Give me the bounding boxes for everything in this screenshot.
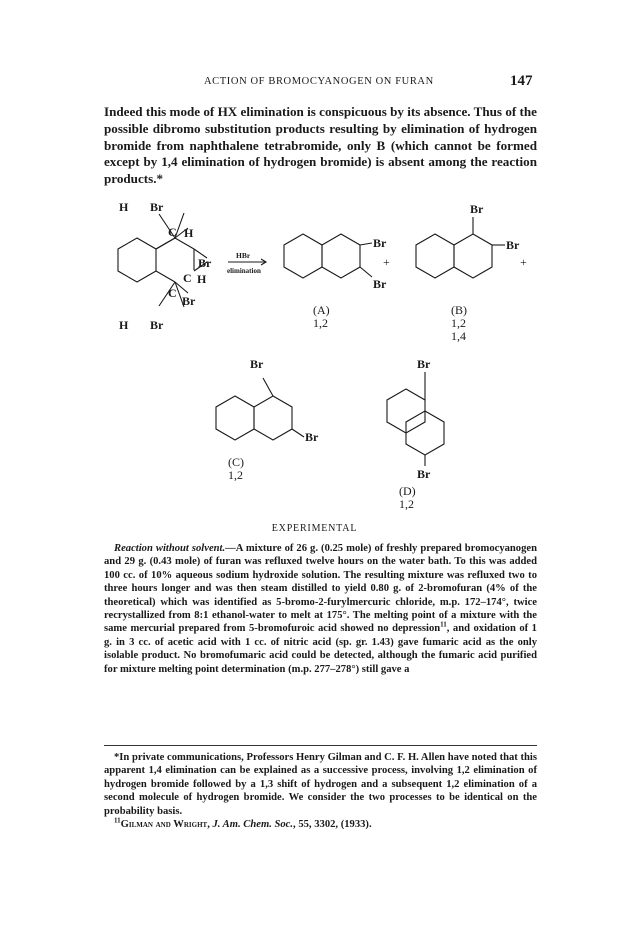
compound-a-br-lower: Br (373, 277, 387, 291)
experimental-text-2: , and oxidation of 1 g. in 3 cc. of acetic acid with 1 cc. of nitric acid (sp. gr. 1.43) gave fumaric acid as the only isolable product. No bromofumaric acid could be detected, although the fumaric acid purified for mixture melting point determination (m.p. 277–278°) still gave a (104, 623, 537, 675)
footnote-reference: $^{11}$Gilman and Wright, J. Am. Chem. Soc., 55, 3302, (1933). (114, 816, 372, 831)
compound-d-letter: (D) (399, 484, 416, 498)
atom-h1: H (184, 226, 194, 240)
compound-d-br-top: Br (417, 357, 431, 371)
atom-br1: Br (198, 256, 212, 270)
atom-h-bottom: H (119, 318, 129, 332)
experimental-text-1: —A mixture of 26 g. (0.25 mole) of freshly prepared bromocyanogen and 29 g. (0.43 mole) of furan was refluxed twelve hours on the water bath. To this was added 100 cc. of 10% aqueous sodium hydroxide solution. The resulting mixture was refluxed two to three hours longer and was then steam distilled to yield 0.80 g. of 2-bromofuran (4% of the theoretical) which was identified as 5-bromo-2-furylmercuric chloride, m.p. 172–174°, twice recrystallized from 8:1 ethanol-water to melt at 175°. The melting point of a mixture with the same mercurial prepared from 5-bromofuroic acid showed no depression (104, 543, 537, 635)
atom-h2: H (197, 272, 207, 286)
plus-sign-1: + (383, 255, 390, 269)
tetrabromide-left-ring (118, 238, 156, 282)
footnote-ref-journal: J. Am. Chem. Soc. (212, 819, 294, 831)
compound-b-left-ring (416, 234, 454, 278)
intro-text: Indeed this mode of HX elimination is conspicuous by its absence. Thus of the possible dibromo substitution products resulting by elimination of hydrogen bromide from naphthalene tetrabromide, only B (which cannot be formed except by 1,4 elimination of hydrogen bromide) is absent among the reaction products.* (104, 104, 537, 187)
experimental-text (104, 542, 537, 676)
footnote-star: *In private communications, Professors Henry Gilman and C. F. H. Allen have noted that this apparent 1,4 elimination can be explained as a successive process, involving 1,2 elimination of hydrogen bromide followed by a 1,3 shift of hydrogen and a subsequent 1,2 elimination of a second molecule of hydrogen bromide. We consider the two processes to be identical on the probability basis. (104, 752, 537, 817)
compound-a-br-upper: Br (373, 236, 387, 250)
page-number: 147 (510, 73, 533, 89)
compound-a-left-ring (284, 234, 322, 278)
run-in-heading: Reaction without solvent. (114, 543, 226, 554)
compound-b-right-ring (454, 234, 492, 278)
compound-c-letter: (C) (228, 455, 244, 469)
compound-a-letter: (A) (313, 303, 330, 317)
compound-b-letter: (B) (451, 303, 467, 317)
compound-b-positions-2: 1,4 (451, 329, 466, 343)
atom-h-top: H (119, 200, 129, 214)
atom-c2: C (183, 271, 192, 285)
experimental-paragraph (104, 542, 537, 676)
plus-sign-2: + (520, 255, 527, 269)
reference-mark: 11 (440, 620, 447, 629)
section-heading: EXPERIMENTAL (271, 523, 358, 534)
footnote-rule (104, 745, 537, 746)
compound-b-positions-1: 1,2 (451, 316, 466, 330)
footnote-ref-details: , 55, 3302, (1933). (293, 819, 372, 831)
compound-c-left-ring (216, 396, 254, 440)
footnote-ref-number: 11 (114, 816, 121, 825)
atom-br-top: Br (150, 200, 164, 214)
atom-br-bottom2: Br (150, 318, 164, 332)
arrow-reagent: HBr (236, 251, 251, 260)
compound-a-positions: 1,2 (313, 316, 328, 330)
compound-a-right-ring (322, 234, 360, 278)
footnotes (104, 751, 537, 831)
running-head-title: ACTION OF BROMOCYANOGEN ON FURAN (204, 76, 434, 87)
compound-d-positions: 1,2 (399, 497, 414, 511)
compound-c-right-ring (254, 396, 292, 440)
compound-c-br-top: Br (250, 357, 264, 371)
atom-c-bottom: C (168, 286, 177, 300)
compound-c-br-side: Br (305, 430, 319, 444)
compound-c-positions: 1,2 (228, 468, 243, 482)
atom-br-bottom: Br (182, 294, 196, 308)
compound-d-br-bottom: Br (417, 467, 431, 481)
compound-b-br-side: Br (506, 238, 520, 252)
arrow-condition: elimination (227, 267, 261, 275)
footnote-ref-authors: Gilman and Wright (120, 819, 208, 831)
compound-b-br-top: Br (470, 202, 484, 216)
atom-c1: C (168, 225, 177, 239)
